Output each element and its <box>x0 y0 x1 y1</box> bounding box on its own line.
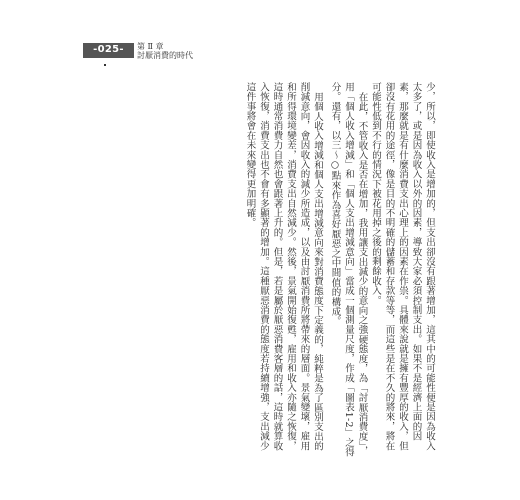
header-rule <box>83 57 134 58</box>
paragraph-1: 少，所以，即使收入是增加的，但支出卻沒有跟著增加，這其中的可能性便是因為收入太多了，或是因為收入以外的因素，導致大家必須控制支出。如果不是經濟上面的因素，那麼就是有什麼消費支出心理上的因素在作祟。具體來說就是擁有豐厚的收入，但卻沒有花用的途徑，像是目的不明確的儲蓄和存款等等，而這些是在不久的將來，將在可能性低到不行的情況下被花用掉之後的剩餘收入。 <box>370 82 435 451</box>
body-text <box>160 82 436 460</box>
page-number: -025- <box>93 44 124 55</box>
chapter-title: 討厭消費的時代 <box>137 51 193 60</box>
paragraph-3: 用個人收入增減和個人支出增減意向來對消費態度下定義的，純粹是為了區別支出的削減意向，會因收入的減少所造成，以及由討厭消費所將帶來的層面。景氣變壞，雇用和所得環境變差，消費支出自然減少。然後，景氣開始復甦，雇用和收入亦隨之恢復，這時通常消費力自然也會跟著上升的。但是，若是屬於厭惡消費客層的話，這時就算收入恢復，消費支出也不會有多顯著的增加。這種厭惡消費的態度若持續增強，支出減少這件事將會在未來變得更加明確。 <box>244 82 323 451</box>
paragraph-2: 在此，不管收入是否在增加，我用讓支出減少的意向之強硬態度，為「討厭消費度」，用「個人收入增減」和「個人支出增減意向」當成一個測量尺度，作成「圖表1-2」之得分。還有，以三～○點來作為喜好厭惡之中間值的構成。 <box>329 82 368 457</box>
header-dot <box>104 64 106 66</box>
chapter-label: 第 Ⅱ 章 <box>137 42 164 51</box>
